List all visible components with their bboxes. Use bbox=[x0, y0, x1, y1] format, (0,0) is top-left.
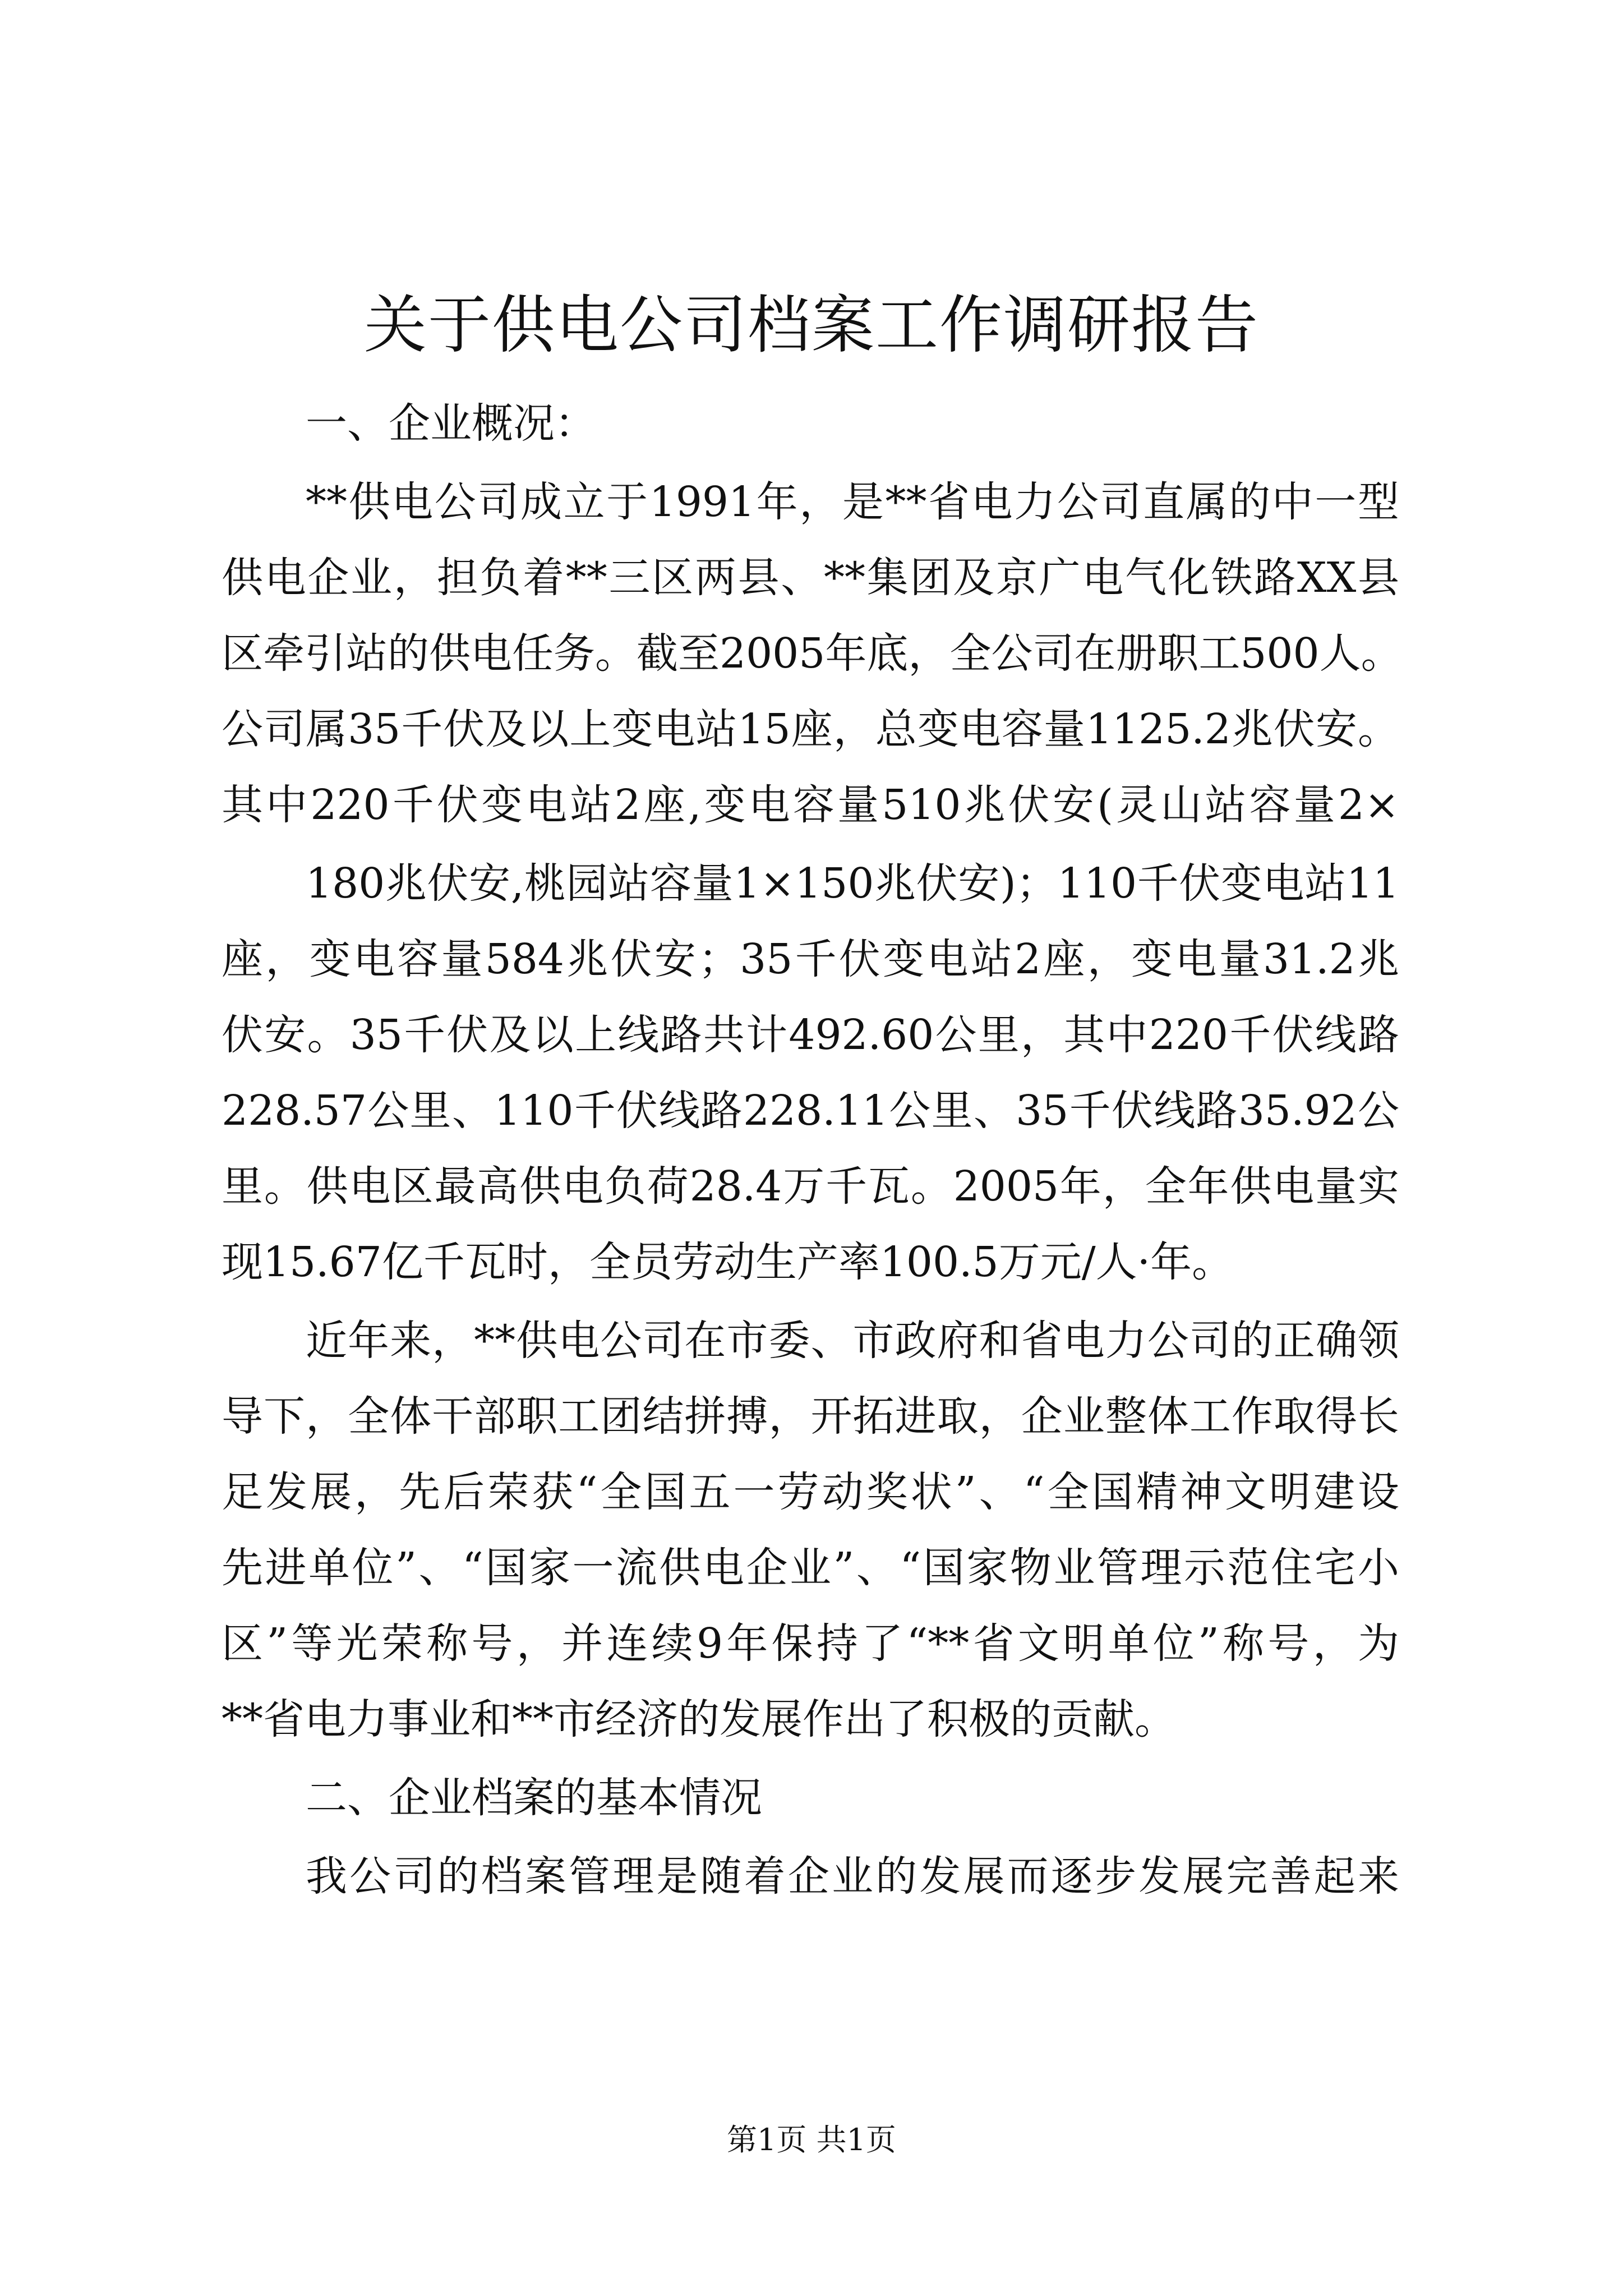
document-title: 关于供电公司档案工作调研报告 bbox=[364, 289, 1259, 362]
body-line: 近年来，**供电公司在市委、市政府和省电力公司的正确领 bbox=[306, 1317, 1399, 1365]
body-line: 我公司的档案管理是随着企业的发展而逐步发展完善起来 bbox=[306, 1852, 1399, 1901]
body-line: 其中220千伏变电站2座,变电容量510兆伏安(灵山站容量2× bbox=[222, 781, 1399, 829]
body-line: 区牵引站的供电任务。截至2005年底，全公司在册职工500人。 bbox=[222, 629, 1403, 678]
body-line: 现15.67亿千瓦时，全员劳动生产率100.5万元/人·年。 bbox=[222, 1238, 1234, 1286]
body-line: 座，变电容量584兆伏安；35千伏变电站2座，变电量31.2兆 bbox=[222, 935, 1399, 983]
body-line: 里。供电区最高供电负荷28.4万千瓦。2005年，全年供电量实 bbox=[222, 1162, 1399, 1211]
body-line: **省电力事业和**市经济的发展作出了积极的贡献。 bbox=[222, 1695, 1176, 1743]
body-line: 足发展，先后荣获“全国五一劳动奖状”、“全国精神文明建设 bbox=[222, 1468, 1399, 1516]
section-heading-1: 一、企业概况： bbox=[306, 399, 596, 448]
body-line: 区”等光荣称号，并连续9年保持了“**省文明单位”称号，为 bbox=[222, 1619, 1399, 1668]
body-line: 公司属35千伏及以上变电站15座，总变电容量1125.2兆伏安。 bbox=[222, 705, 1399, 753]
body-line: 供电企业，担负着**三区两县、**集团及京广电气化铁路XX县 bbox=[222, 554, 1399, 602]
body-line: 导下，全体干部职工团结拼搏，开拓进取，企业整体工作取得长 bbox=[222, 1392, 1399, 1441]
body-line: 先进单位”、“国家一流供电企业”、“国家物业管理示范住宅小 bbox=[222, 1544, 1399, 1592]
section-heading-2: 二、企业档案的基本情况 bbox=[306, 1774, 762, 1822]
body-line: 伏安。35千伏及以上线路共计492.60公里，其中220千伏线路 bbox=[222, 1011, 1399, 1059]
body-line: **供电公司成立于1991年，是**省电力公司直属的中一型 bbox=[306, 478, 1399, 526]
body-line: 180兆伏安,桃园站容量1×150兆伏安)；110千伏变电站11 bbox=[306, 859, 1399, 908]
page-footer: 第1页 共1页 bbox=[727, 2122, 896, 2157]
body-line: 228.57公里、110千伏线路228.11公里、35千伏线路35.92公 bbox=[222, 1087, 1399, 1135]
